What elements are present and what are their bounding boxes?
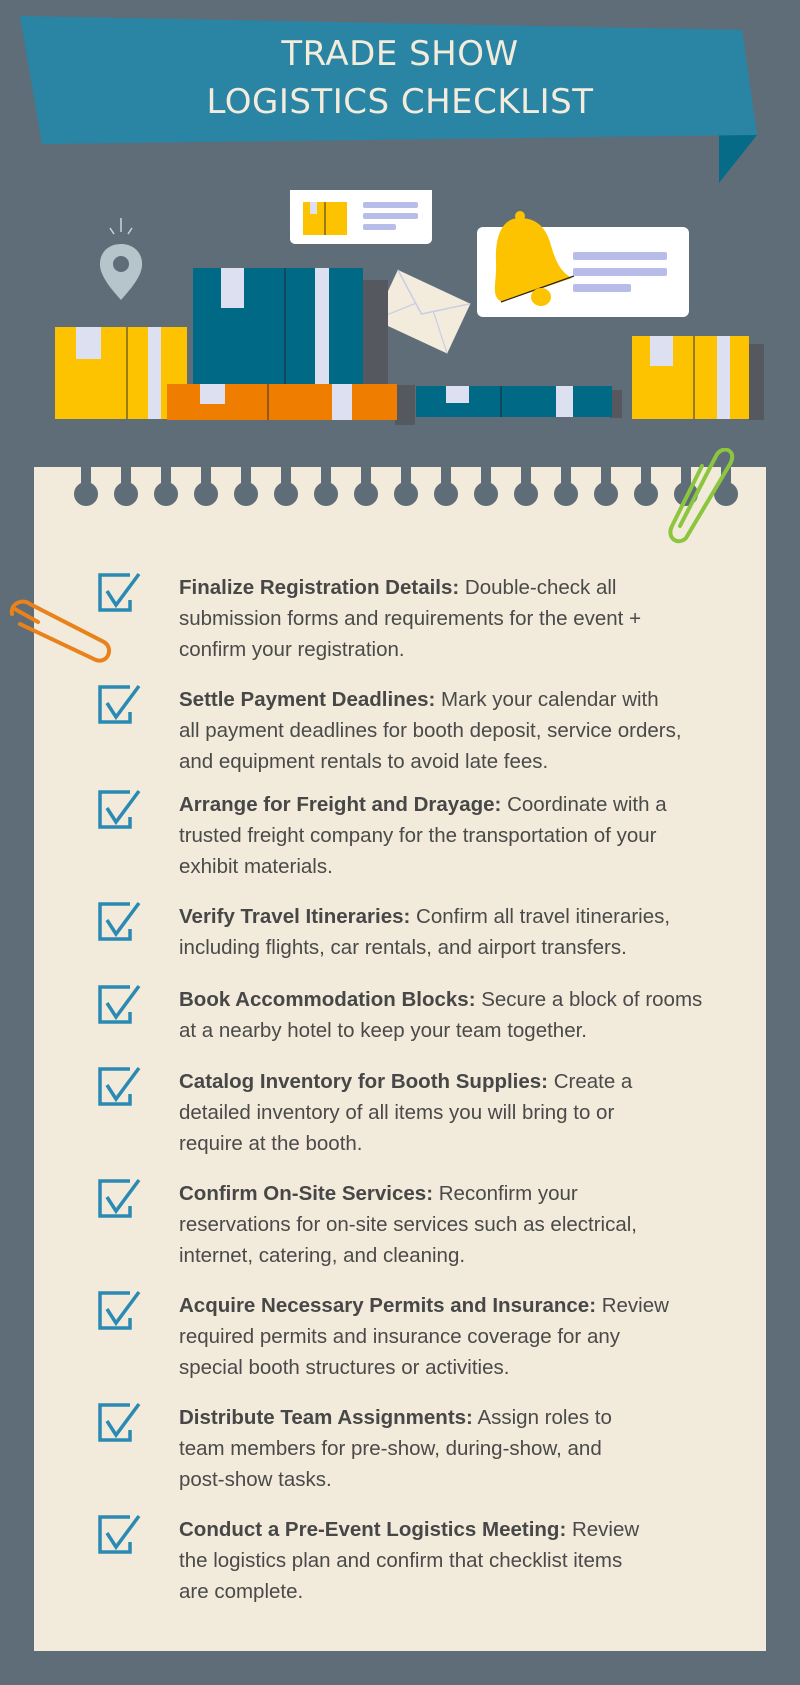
item-desc: confirm your registration. [179, 638, 405, 661]
item-desc: Confirm all travel itineraries, [410, 905, 671, 928]
teal-box-large [193, 268, 388, 395]
checkbox-checked-icon[interactable] [97, 684, 143, 730]
orange-box [167, 384, 415, 425]
checkbox-checked-icon[interactable] [97, 984, 143, 1030]
checklist-item [97, 984, 757, 1066]
checkbox-checked-icon[interactable] [97, 1066, 143, 1112]
checkbox-checked-icon[interactable] [97, 901, 143, 947]
item-desc: required permits and insurance coverage for any [179, 1325, 620, 1348]
envelope-icon [375, 270, 471, 354]
item-desc: reservations for on-site services such as electrical, [179, 1213, 638, 1236]
item-heading: Verify Travel Itineraries: [179, 905, 411, 928]
item-desc: and equipment rentals to avoid late fees. [179, 750, 549, 773]
checklist [97, 572, 757, 1626]
checkbox-checked-icon[interactable] [97, 1514, 143, 1560]
checklist-item [97, 901, 757, 984]
item-desc: special booth structures or activities. [179, 1356, 510, 1379]
item-desc: are complete. [179, 1580, 304, 1603]
checkbox-checked-icon[interactable] [97, 1290, 143, 1336]
item-desc: Assign roles to [472, 1406, 612, 1429]
checklist-item [97, 789, 757, 901]
item-desc: the logistics plan and confirm that checklist items [179, 1549, 623, 1572]
item-desc: including flights, car rentals, and airport transfers. [179, 936, 627, 959]
item-heading: Acquire Necessary Permits and Insurance: [179, 1294, 597, 1317]
bell-notification-icon [477, 211, 689, 317]
checkbox-checked-icon[interactable] [97, 789, 143, 835]
item-heading: Distribute Team Assignments: [179, 1406, 473, 1429]
item-desc: at a nearby hotel to keep your team together. [179, 1019, 587, 1042]
item-desc: Double-check all [459, 576, 617, 599]
checkbox-checked-icon[interactable] [97, 572, 143, 618]
item-desc: detailed inventory of all items you will bring to or [179, 1101, 615, 1124]
item-heading: Arrange for Freight and Drayage: [179, 793, 502, 816]
item-desc: exhibit materials. [179, 855, 333, 878]
page-title [0, 30, 800, 126]
checkbox-checked-icon[interactable] [97, 1178, 143, 1224]
item-desc: Reconfirm your [433, 1182, 578, 1205]
location-pin-icon [100, 218, 142, 300]
checklist-item [97, 1178, 757, 1290]
item-heading: Finalize Registration Details: [179, 576, 460, 599]
item-desc: Create a [548, 1070, 633, 1093]
item-desc: trusted freight company for the transportation of your [179, 824, 657, 847]
package-card-icon [290, 190, 432, 244]
item-desc: all payment deadlines for booth deposit, service orders, [179, 719, 682, 742]
item-heading: Conduct a Pre-Event Logistics Meeting: [179, 1518, 567, 1541]
item-desc: Coordinate with a [501, 793, 667, 816]
item-heading: Book Accommodation Blocks: [179, 988, 476, 1011]
checklist-item [97, 572, 757, 684]
title-line-2: LOGISTICS CHECKLIST [206, 82, 594, 122]
title-line-1: TRADE SHOW [281, 34, 519, 74]
item-desc: submission forms and requirements for the event + [179, 607, 642, 630]
item-desc: Mark your calendar with [435, 688, 659, 711]
checklist-item [97, 1514, 757, 1626]
green-paperclip-icon [660, 448, 740, 548]
teal-box-flat [416, 386, 622, 418]
checklist-item [97, 1402, 757, 1514]
checkbox-checked-icon[interactable] [97, 1402, 143, 1448]
item-desc: internet, catering, and cleaning. [179, 1244, 466, 1267]
item-desc: Review [566, 1518, 640, 1541]
checklist-item [97, 684, 757, 789]
notepad-binding-holes [34, 440, 766, 510]
checklist-item [97, 1066, 757, 1178]
item-heading: Catalog Inventory for Booth Supplies: [179, 1070, 549, 1093]
item-desc: require at the booth. [179, 1132, 363, 1155]
item-desc: post-show tasks. [179, 1468, 332, 1491]
item-heading: Confirm On-Site Services: [179, 1182, 434, 1205]
checklist-item [97, 1290, 757, 1402]
item-desc: Review [596, 1294, 669, 1317]
logistics-illustration [0, 190, 800, 440]
item-heading: Settle Payment Deadlines: [179, 688, 436, 711]
yellow-box-right [632, 336, 764, 420]
item-desc: Secure a block of rooms [475, 988, 703, 1011]
item-desc: team members for pre-show, during-show, and [179, 1437, 602, 1460]
